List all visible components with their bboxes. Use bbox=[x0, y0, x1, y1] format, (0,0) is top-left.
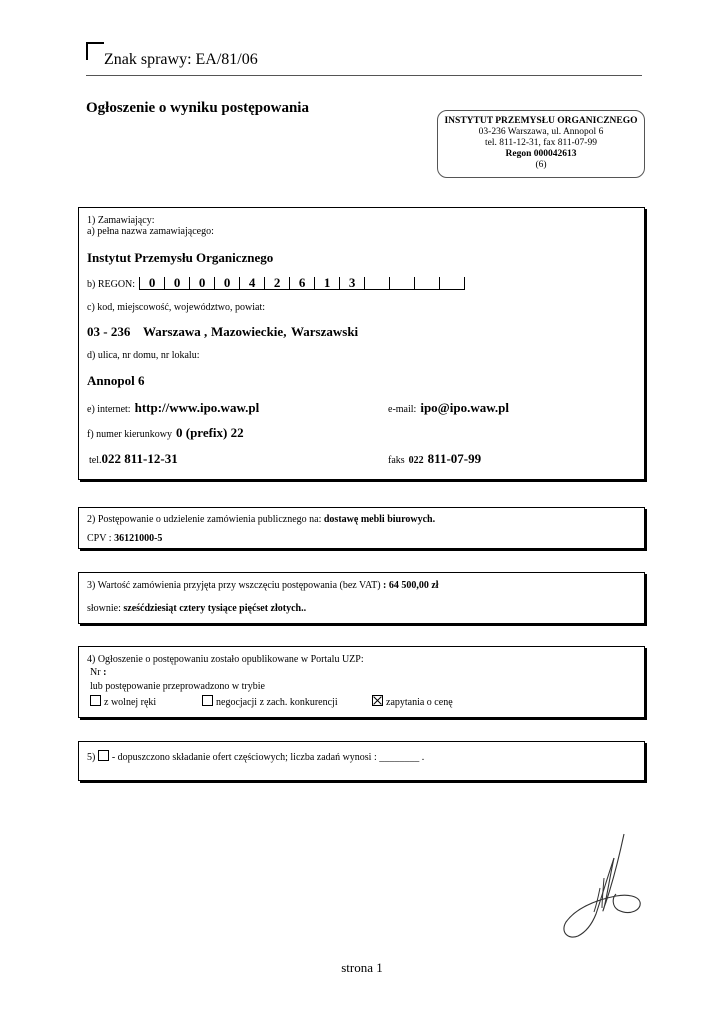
section-4-box bbox=[78, 646, 645, 718]
checkbox-price-inquiry[interactable] bbox=[372, 695, 383, 706]
stamp-regon: Regon 000042613 bbox=[505, 149, 577, 159]
nr-row bbox=[90, 667, 106, 678]
postcode: 03 - 236 bbox=[87, 324, 131, 339]
value-amount: : 64 500,00 zł bbox=[383, 580, 439, 591]
internet-row bbox=[87, 399, 259, 417]
words-label: słownie: bbox=[87, 603, 121, 614]
page-number: strona 1 bbox=[341, 960, 383, 975]
value-row bbox=[87, 580, 439, 591]
option-negotiation-label: negocjacji z zach. konkurencji bbox=[216, 697, 338, 708]
regon-digit: 3 bbox=[339, 277, 364, 289]
name-value: Instytut Przemysłu Organicznego bbox=[87, 250, 274, 265]
fax-row bbox=[388, 450, 481, 468]
checkbox-partial-offers[interactable] bbox=[98, 750, 109, 761]
regon-digit bbox=[389, 277, 414, 289]
words-value: sześćdziesiąt cztery tysiące pięćset złotych.. bbox=[123, 603, 307, 614]
institution-stamp bbox=[437, 110, 645, 178]
publication-text: 4) Ogłoszenie o postępowaniu zostało opublikowane w Portalu UZP: bbox=[87, 654, 364, 665]
signature-image bbox=[556, 832, 646, 942]
signature bbox=[556, 832, 646, 947]
procurement-row bbox=[87, 514, 435, 525]
tel-label: tel. bbox=[89, 455, 102, 466]
section-5-prefix: 5) bbox=[87, 752, 96, 763]
fax-value: 811-07-99 bbox=[427, 451, 482, 466]
procurement-subject: dostawę mebli biurowych. bbox=[323, 514, 436, 525]
regon-digit bbox=[414, 277, 439, 289]
email-label: e-mail: bbox=[388, 404, 417, 415]
partial-offers-text: - dopuszczono składanie ofert częściowych; liczba zadań wynosi : ________ . bbox=[111, 752, 425, 763]
option-free-hand-label: z wolnej ręki bbox=[104, 697, 157, 708]
address-label: c) kod, miejscowość, województwo, powiat: bbox=[87, 302, 266, 313]
regon-digit: 0 bbox=[164, 277, 189, 289]
section-5-box bbox=[78, 741, 645, 781]
voivodeship: Mazowieckie, bbox=[211, 324, 287, 339]
option-free-hand[interactable] bbox=[90, 695, 156, 708]
regon-digit: 0 bbox=[189, 277, 214, 289]
fax-label: faks bbox=[388, 455, 405, 466]
cpv-label: CPV : bbox=[87, 533, 112, 544]
option-price-inquiry-label: zapytania o cenę bbox=[386, 697, 453, 708]
regon-digit: 0 bbox=[139, 277, 164, 289]
regon-digit bbox=[364, 277, 389, 289]
regon-digit bbox=[439, 277, 464, 289]
checkbox-free-hand[interactable] bbox=[90, 695, 101, 706]
regon-row bbox=[87, 274, 465, 292]
checkbox-negotiation[interactable] bbox=[202, 695, 213, 706]
internet-label: e) internet: bbox=[87, 404, 131, 415]
email-value: ipo@ipo.waw.pl bbox=[420, 400, 510, 415]
regon-digit: 0 bbox=[214, 277, 239, 289]
procurement-text: 2) Postępowanie o udzielenie zamówienia publicznego na: bbox=[87, 514, 322, 525]
regon-boxes bbox=[139, 274, 465, 290]
nr-value: : bbox=[103, 667, 107, 678]
area-code-label: f) numer kierunkowy bbox=[87, 429, 172, 440]
value-text: 3) Wartość zamówienia przyjęta przy wszczęciu postępowania (bez VAT) bbox=[87, 580, 381, 591]
tel-row bbox=[89, 450, 178, 468]
cpv-value: 36121000-5 bbox=[114, 533, 163, 544]
section-3-box bbox=[78, 572, 645, 624]
document-title: Ogłoszenie o wyniku postępowania bbox=[86, 100, 309, 116]
header-divider bbox=[86, 75, 642, 76]
city: Warszawa , bbox=[143, 324, 208, 339]
nr-label: Nr bbox=[90, 667, 101, 678]
street-label: d) ulica, nr domu, nr lokalu: bbox=[87, 350, 200, 361]
mode-text: lub postępowanie przeprowadzono w trybie bbox=[90, 681, 265, 692]
regon-digit: 4 bbox=[239, 277, 264, 289]
words-row bbox=[87, 603, 306, 614]
section-1-box bbox=[78, 207, 645, 480]
email-row bbox=[388, 399, 509, 417]
section-2-box bbox=[78, 507, 645, 549]
regon-digit: 2 bbox=[264, 277, 289, 289]
area-code-value: 0 (prefix) 22 bbox=[175, 425, 244, 440]
option-price-inquiry[interactable] bbox=[372, 695, 453, 708]
corner-mark bbox=[86, 42, 104, 60]
partial-offers-row bbox=[87, 750, 424, 763]
name-label: a) pełna nazwa zamawiającego: bbox=[87, 226, 214, 237]
stamp-number: (6) bbox=[535, 160, 547, 170]
regon-label: b) REGON: bbox=[87, 279, 136, 290]
option-negotiation[interactable] bbox=[202, 695, 338, 708]
stamp-phone: tel. 811-12-31, fax 811-07-99 bbox=[485, 138, 597, 148]
county: Warszawski bbox=[291, 324, 359, 339]
regon-digit: 6 bbox=[289, 277, 314, 289]
cpv-row bbox=[87, 533, 162, 544]
street-value: Annopol 6 bbox=[87, 373, 145, 388]
internet-value: http://www.ipo.waw.pl bbox=[134, 400, 260, 415]
stamp-name: INSTYTUT PRZEMYSŁU ORGANICZNEGO bbox=[444, 116, 638, 126]
regon-digit: 1 bbox=[314, 277, 339, 289]
stamp-address: 03-236 Warszawa, ul. Annopol 6 bbox=[478, 127, 604, 137]
area-code-row bbox=[87, 424, 244, 442]
fax-prefix: 022 bbox=[408, 455, 424, 466]
section-1-heading: 1) Zamawiający: bbox=[87, 215, 155, 226]
tel-value: 022 811-12-31 bbox=[101, 451, 178, 466]
case-number: Znak sprawy: EA/81/06 bbox=[104, 51, 258, 68]
